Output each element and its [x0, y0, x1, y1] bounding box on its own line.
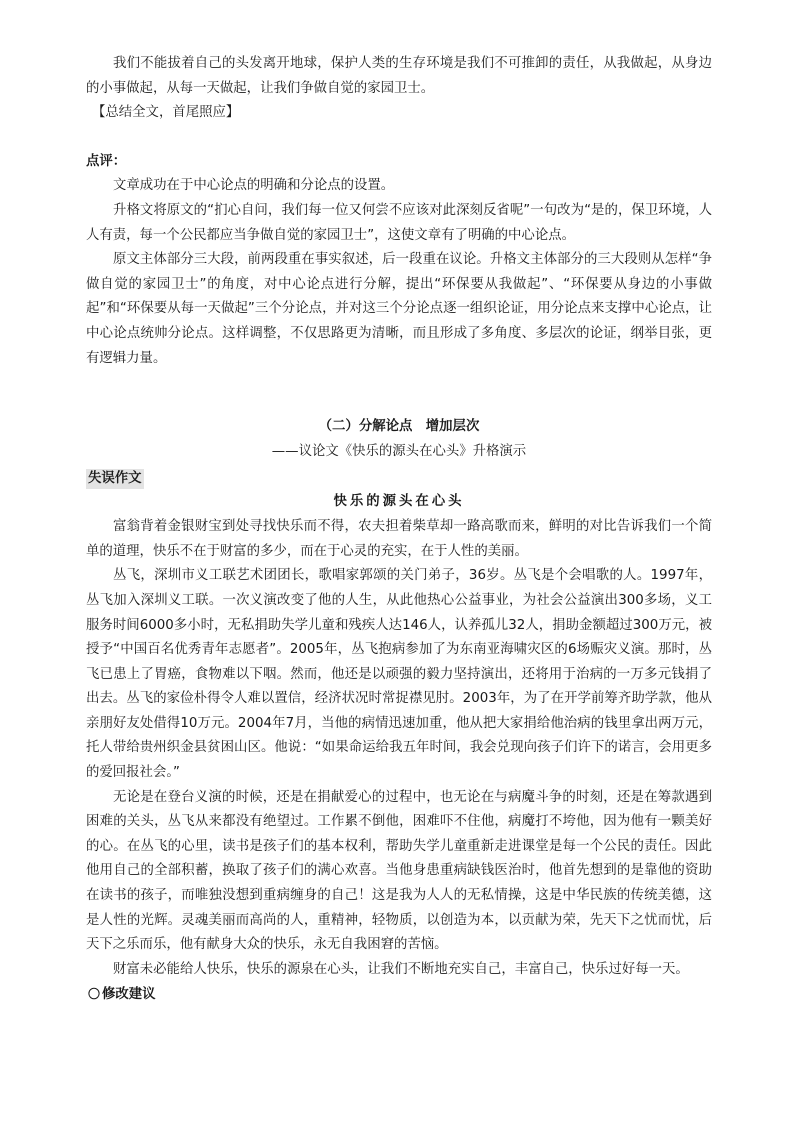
label-row [86, 465, 712, 489]
section-title: （二）分解论点 增加层次 [318, 419, 480, 435]
comment-paragraph-1: 文章成功在于中心论点的明确和分论点的设置。 [113, 178, 395, 194]
essay-title: 快乐的源头在心头 [333, 494, 465, 510]
circle-bullet-icon: 〇 [88, 987, 101, 1002]
bracket-note: 【总结全文，首尾照应】 [92, 105, 240, 121]
document-page [86, 52, 712, 1008]
section-subtitle: ——议论文《快乐的源头在心头》升格演示 [271, 444, 527, 460]
suggestion-label: 修改建议 [102, 987, 156, 1003]
essay-paragraph-4: 财富未必能给人快乐，快乐的源泉在心头，让我们不断地充实自己，丰富自己，快乐过好每一天。 [113, 961, 689, 977]
essay-paragraph-2: 丛飞，深圳市义工联艺术团团长，歌唱家郭颂的关门弟子，36岁。丛飞是个会唱歌的人。1997年，丛飞加入深圳义工联。一次义演改变了他的人生，从此他热心公益事业，为社会公益演出300多场，义工服务时间6000多小时，无私捐助失学儿童和残疾人达146人，认养孤儿32人，捐助金额超过300万元，被授予“中国百名优秀青年志愿者”。2005年，丛飞抱病参加了为东南亚海啸灾区的6场赈灾义演。那时，丛飞已患上了胃癌，食物难以下咽。然而，他还是以顽强的毅力坚持演出，还将用于治病的一万多元钱捐了出去。丛飞的家俭朴得令人难以置信，经济状况时常捉襟见肘。2003年，为了在开学前筹齐助学款，他从亲朋好友处借得10万元。2004年7月，当他的病情迅速加重，他从把大家捐给他治病的钱里拿出两万元，托人带给贵州织金县贫困山区。他说：“如果命运给我五年时间，我会兑现向孩子们许下的诺言，会用更多的爱回报社会。” [86, 568, 712, 781]
comment-paragraph-3: 原文主体部分三大段，前两段重在事实叙述，后一段重在议论。升格文主体部分的三大段则从怎样“争做自觉的家园卫士”的角度，对中心论点进行分解，提出“环保要从我做起”、“环保要从身边的小事做起”和“环保要从每一天做起”三个分论点，并对这三个分论点逐一组织论证，用分论点来支撑中心论点，让中心论点统帅分论点。这样调整，不仅思路更为清晰，而且形成了多角度、多层次的论证，纲举目张，更有逻辑力量。 [86, 252, 712, 366]
faulty-essay-label: 失误作文 [86, 469, 144, 489]
comment-paragraph-2: 升格文将原文的“扪心自问，我们每一位又何尝不应该对此深刻反省呢”一句改为“是的，保卫环境，人人有责，每一个公民都应当争做自觉的家园卫士”，这使文章有了明确的中心论点。 [86, 202, 712, 243]
conclusion-paragraph: 我们不能拔着自己的头发离开地球，保护人类的生存环境是我们不可推卸的责任，从我做起，从身边的小事做起，从每一天做起，让我们争做自觉的家园卫士。 [86, 56, 712, 96]
comment-label: 点评： [86, 153, 127, 169]
essay-paragraph-1: 富翁背着金银财宝到处寻找快乐而不得，农夫担着柴草却一路高歌而来，鲜明的对比告诉我们一个简单的道理，快乐不在于财富的多少，而在于心灵的充实，在于人性的美丽。 [86, 519, 712, 559]
essay-paragraph-3: 无论是在登台义演的时候，还是在捐献爱心的过程中，也无论在与病魔斗争的时刻，还是在筹款遇到困难的关头，丛飞从来都没有绝望过。工作累不倒他，困难吓不住他，病魔打不垮他，因为他有一颗美好的心。在丛飞的心里，读书是孩子们的基本权利，帮助失学儿童重新走进课堂是每一个公民的责任。因此他用自己的全部积蓄，换取了孩子们的满心欢喜。当他身患重病缺钱医治时，他首先想到的是靠他的资助在读书的孩子，而唯独没想到重病缠身的自己！这是我为人人的无私情操，这是中华民族的传统美德，这是人性的光辉。灵魂美丽而高尚的人，重精神，轻物质，以创造为本，以贡献为荣，先天下之忧而忧，后天下之乐而乐，他有献身大众的快乐，永无自我困窘的苦恼。 [86, 789, 712, 953]
spacer [86, 371, 712, 415]
suggestion-heading [86, 982, 712, 1008]
spacer [86, 126, 712, 150]
